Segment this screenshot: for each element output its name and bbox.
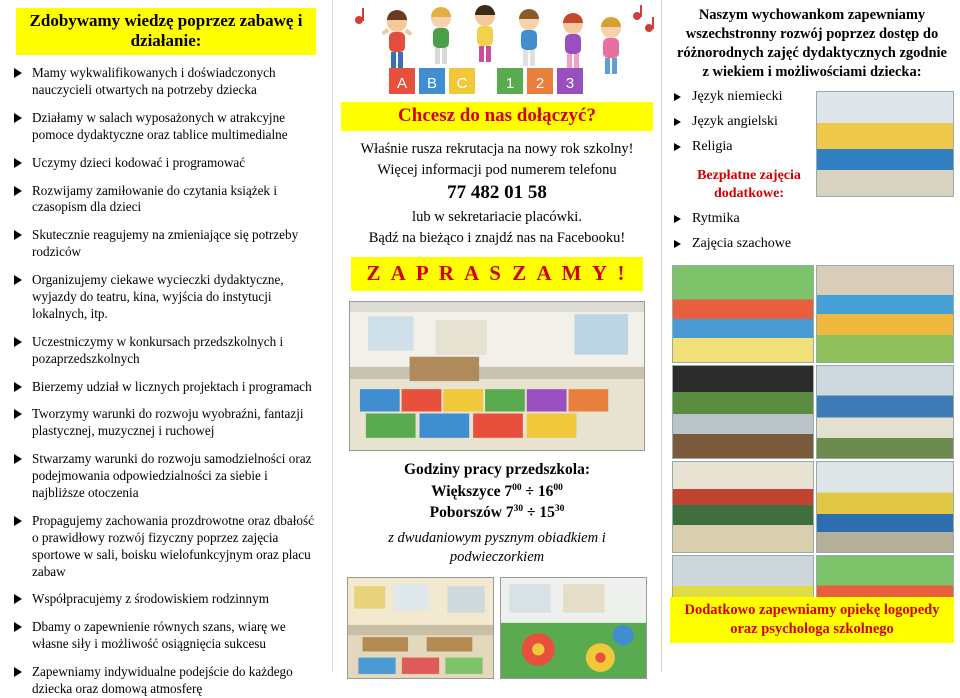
list-item-text: Skutecznie reagujemy na zmieniające się potrzeby rodziców: [32, 227, 299, 260]
photo-art: [501, 578, 646, 678]
triangle-bullet-icon: [674, 118, 681, 126]
kids-illustration: [337, 2, 657, 98]
photo-flower-carpet-room: [500, 577, 647, 679]
list-item: [12, 513, 320, 581]
recruitment-line-4: Bądź na bieżąco i znajdź nas na Facebooku!: [368, 229, 626, 246]
hours-to-min: 00: [553, 483, 563, 494]
list-item-text: Zajęcia szachowe: [692, 236, 792, 252]
list-item: [12, 155, 320, 172]
hours-to: 15: [539, 504, 555, 522]
triangle-bullet-icon: [14, 622, 22, 632]
middle-column: [332, 0, 662, 672]
triangle-bullet-icon: [674, 143, 681, 151]
list-item: [12, 379, 320, 396]
list-item-text: Propagujemy zachowania prozdrowotne oraz dbałość o prawidłowy rozwój fizyczny poprzez zajęcia sportowe w sali, boisku wielofunkcyjnym oraz placu zabaw: [32, 512, 314, 579]
svg-text:3: 3: [565, 75, 575, 92]
list-item-text: Dbamy o zapewnienie równych szans, wiarę we własne siły i możliwość osiągnięcia sukcesu: [32, 619, 286, 652]
list-item-text: Język angielski: [692, 114, 778, 130]
invite-banner: Z A P R A S Z A M Y !: [351, 257, 643, 291]
join-banner: Chcesz do nas dołączyć?: [341, 102, 653, 131]
list-item: [674, 114, 824, 130]
recruitment-line-1: Właśnie rusza rekrutacja na nowy rok szkolny!: [360, 141, 634, 157]
hours-row: [341, 503, 653, 524]
list-item: [674, 139, 824, 155]
left-column: [0, 0, 330, 697]
list-item-text: Stwarzamy warunki do rozwoju samodzielności oraz podejmowania odpowiedzialności za siebie i najbliższe otoczenia: [32, 451, 312, 501]
photo-craft-with-teacher: [816, 265, 954, 363]
photo-classroom-puzzle-carpet: [349, 301, 645, 451]
recruitment-text: [343, 139, 651, 248]
list-item: [12, 619, 320, 653]
triangle-bullet-icon: [14, 594, 22, 604]
photo-board-game: [816, 461, 954, 553]
languages-list: [674, 89, 824, 261]
hours-row: [341, 482, 653, 503]
hours-from-min: 30: [513, 504, 524, 515]
phone-number: 77 482 01 58: [447, 182, 547, 204]
triangle-bullet-icon: [14, 337, 22, 347]
list-item: [12, 272, 320, 323]
free-extras-title: Bezpłatne zajęcia dodatkowe:: [697, 168, 801, 201]
right-body: [664, 89, 960, 649]
list-item: [674, 89, 824, 105]
triangle-bullet-icon: [14, 382, 22, 392]
right-column: [664, 0, 960, 672]
photo-tablet-closeup: [672, 461, 814, 553]
triangle-bullet-icon: [14, 275, 22, 285]
list-item-text: Rytmika: [692, 211, 740, 227]
list-item: [12, 65, 320, 99]
hours-note: z dwudaniowym pysznym obiadkiem i podwieczorkiem: [388, 530, 606, 566]
hours-sep: ÷: [525, 483, 535, 501]
list-item: [12, 110, 320, 144]
svg-text:1: 1: [505, 75, 515, 92]
photo-flower-carpet-play: [672, 265, 814, 363]
triangle-bullet-icon: [14, 113, 22, 123]
list-item: [674, 211, 824, 227]
triangle-bullet-icon: [14, 409, 22, 419]
list-item-text: Tworzymy warunki do rozwoju wyobraźni, fantazji plastycznej, muzycznej i ruchowej: [32, 406, 304, 439]
list-item-text: Współpracujemy z środowiskiem rodzinnym: [32, 591, 269, 607]
photo-corridor-children: [816, 91, 954, 197]
list-item: [12, 334, 320, 368]
photo-mosaic-puzzle: [672, 365, 814, 459]
hours-to-min: 30: [554, 504, 565, 515]
opening-hours: [341, 461, 653, 567]
recruitment-line-2: Więcej informacji pod numerem telefonu: [377, 161, 617, 178]
list-item-text: Uczymy dzieci kodować i programować: [32, 154, 246, 170]
triangle-bullet-icon: [14, 454, 22, 464]
triangle-bullet-icon: [674, 240, 681, 248]
children-jumping-illustration-svg: [337, 2, 657, 98]
list-item: [674, 236, 824, 252]
triangle-bullet-icon: [14, 158, 22, 168]
list-item-text: Bierzemy udział w licznych projektach i programach: [32, 378, 312, 394]
list-item: [12, 406, 320, 440]
list-item: [12, 227, 320, 261]
list-item-text: Religia: [692, 139, 733, 155]
hours-from: 7: [505, 504, 514, 522]
photo-art: [350, 302, 644, 450]
svg-text:A: A: [396, 75, 408, 92]
list-item-text: Działamy w salach wyposażonych w atrakcyjne pomoce dydaktyczne oraz tablice multimedialne: [32, 109, 288, 142]
recruitment-line-3: lub w sekretariacie placówki.: [412, 209, 582, 226]
hours-to: 16: [537, 483, 554, 501]
triangle-bullet-icon: [14, 230, 22, 240]
triangle-bullet-icon: [14, 667, 22, 677]
bottom-banner: Dodatkowo zapewniamy opiekę logopedy oraz psychologa szkolnego: [670, 597, 954, 644]
right-heading: Naszym wychowankom zapewniamy wszechstronny rozwój poprzez dostęp do różnorodnych zajęć dydaktycznych zgodnie z wiekiem i możliwościami dziecka:: [677, 7, 947, 80]
hours-title: Godziny pracy przedszkola:: [404, 461, 590, 479]
photo-classroom-circle: [816, 365, 954, 459]
hours-sep: ÷: [526, 504, 536, 522]
hours-from: 7: [504, 483, 513, 501]
hours-place: Większyce: [431, 483, 501, 501]
list-item: [12, 591, 320, 608]
list-item-text: Zapewniamy indywidualne podejście do każdego dziecka oraz domową atmosferę: [32, 664, 293, 697]
svg-text:2: 2: [535, 75, 545, 92]
list-item-text: Organizujemy ciekawe wycieczki dydaktyczne, wyjazdy do teatru, kina, wyjścia do instytucji lokalnych, itp.: [32, 272, 284, 321]
svg-text:C: C: [456, 75, 468, 92]
list-item-text: Uczestniczymy w konkursach przedszkolnych i pozaprzedszkolnych: [32, 333, 284, 366]
triangle-bullet-icon: [14, 68, 22, 78]
list-item: [12, 451, 320, 502]
triangle-bullet-icon: [14, 186, 22, 196]
list-item-text: Język niemiecki: [692, 89, 783, 105]
photo-art: [348, 578, 493, 678]
photo-yellow-classroom: [347, 577, 494, 679]
middle-photo-pair: [347, 577, 647, 679]
triangle-bullet-icon: [674, 93, 681, 101]
left-bullet-list: [12, 65, 320, 698]
triangle-bullet-icon: [14, 516, 22, 526]
list-item-text: Rozwijamy zamiłowanie do czytania książek i czasopism dla dzieci: [32, 182, 277, 215]
list-item: [12, 664, 320, 698]
left-title: Zdobywamy wiedzę poprzez zabawę i działanie:: [16, 8, 316, 55]
hours-place: Poborszów: [429, 504, 502, 522]
hours-from-min: 00: [512, 483, 522, 494]
list-item: [12, 183, 320, 217]
list-item-text: Mamy wykwalifikowanych i doświadczonych nauczycieli otwartych na potrzeby dziecka: [32, 65, 276, 97]
triangle-bullet-icon: [674, 215, 681, 223]
svg-text:B: B: [426, 75, 438, 92]
